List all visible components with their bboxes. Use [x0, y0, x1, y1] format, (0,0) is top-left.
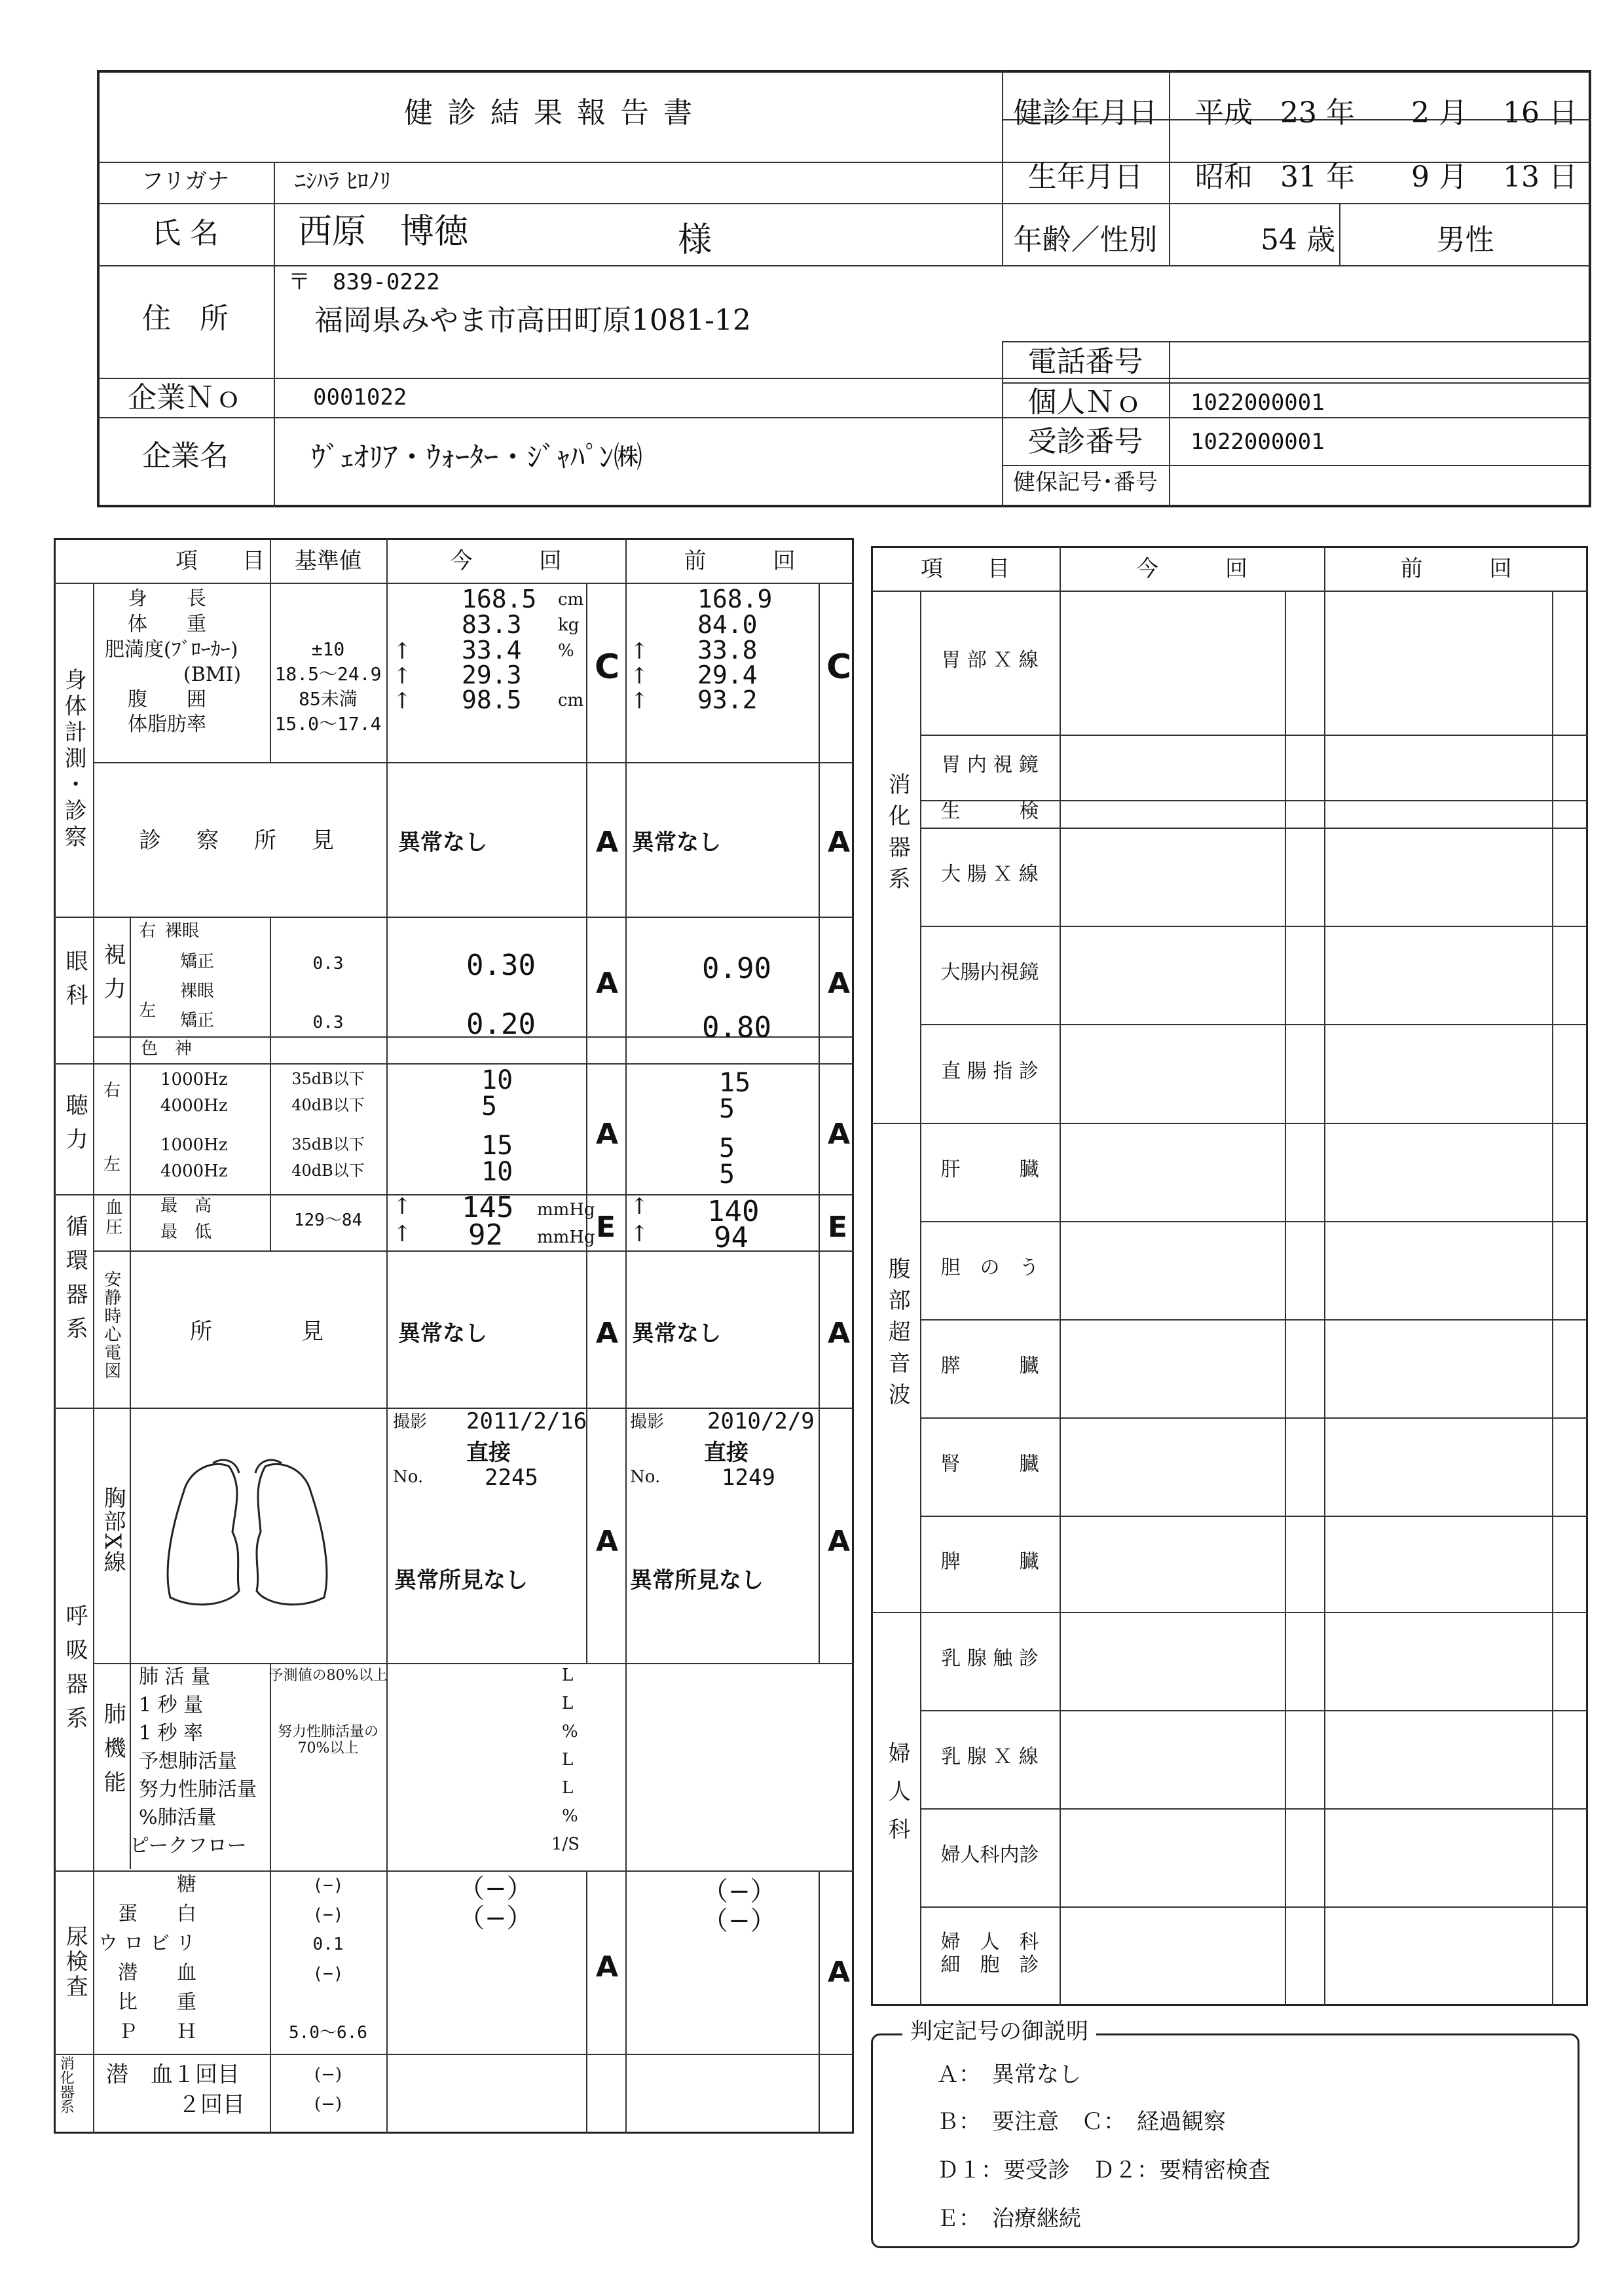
lung-item-label: 1 秒 量	[139, 1694, 204, 1717]
patient-name: 西原 博徳	[298, 212, 469, 251]
lung-unit: %	[562, 1806, 578, 1826]
right-item-label: 乳 腺 Ｘ 線	[941, 1745, 1039, 1768]
hearing-freq: 1000Hz	[160, 1135, 228, 1155]
report-title: 健 診 結 果 報 告 書	[404, 96, 695, 130]
urine-item-label: 蛋 白	[118, 1903, 196, 1925]
lung-function-label: 肺機能	[100, 1702, 126, 1804]
bp-now-low: 92	[468, 1218, 503, 1252]
bp-now-low-unit: mmHg	[537, 1228, 595, 1247]
occult-1-label: 潜 血１回目	[106, 2062, 240, 2088]
body-now-value: 168.5	[462, 585, 537, 613]
lung-ref-1: 予測値の80%以上	[268, 1667, 388, 1684]
body-item-label: 体 重	[128, 613, 206, 636]
bp-high-label: 最 高	[160, 1196, 212, 1216]
hearing-group-label: 聴力	[62, 1093, 88, 1161]
col-now-header: 今 回	[450, 548, 562, 574]
right-col-prev-header: 前 回	[1400, 556, 1512, 582]
right-item-label: 胃 部 Ｘ 線	[941, 649, 1039, 672]
echo-group-label: 腹部超音波	[884, 1257, 911, 1414]
urine-item-label: 比 重	[118, 1991, 196, 2014]
bp-grade-now: E	[596, 1211, 616, 1244]
xray-prev-finding: 異常所見なし	[630, 1567, 764, 1594]
legend-line-bc: Ｂ： 要注意 Ｃ： 経過観察	[936, 2109, 1226, 2135]
xray-now-type: 直接	[466, 1440, 511, 1466]
bp-now-low-arrow: ↑	[393, 1221, 412, 1247]
xray-now-no-label: No.	[393, 1467, 424, 1487]
urine-ref: (−)	[312, 1964, 344, 1984]
body-ref: 15.0～17.4	[274, 713, 382, 735]
legend-title: 判定記号の御説明	[902, 2019, 1096, 2045]
body-ref: ±10	[311, 638, 345, 660]
sex-value: 男性	[1436, 223, 1494, 257]
hearing-freq: 1000Hz	[160, 1070, 228, 1089]
address-value: 福岡県みやま市高田町原1081-12	[314, 304, 751, 337]
bp-grade-prev: E	[828, 1211, 848, 1244]
lung-unit: L	[562, 1694, 574, 1713]
body-prev-flag: ↑	[630, 688, 649, 714]
urine-ref: 0.1	[312, 1935, 344, 1954]
lung-item-label: 努力性肺活量	[139, 1778, 257, 1801]
exam-month: 2 月	[1411, 96, 1467, 130]
urine-group-label: 尿検査	[62, 1925, 88, 1999]
body-prev-value: 168.9	[697, 585, 773, 613]
urine-prev: （−）	[702, 1876, 777, 1906]
xray-now-no: 2245	[485, 1465, 538, 1491]
hearing-ref: 40dB以下	[291, 1161, 365, 1180]
vision-right-corrected: 矯正	[180, 952, 215, 972]
company-value: ｳﾞｪｵﾘｱ・ｳｫｰﾀｰ・ｼﾞｬﾊﾟﾝ㈱	[311, 441, 642, 474]
body-ref: 18.5～24.9	[274, 663, 382, 685]
digest-group-label: 消化器系	[884, 773, 911, 898]
right-item-label: 直 腸 指 診	[941, 1060, 1039, 1083]
right-item-label: 膵 臓	[940, 1355, 1039, 1377]
bp-prev-low-arrow: ↑	[630, 1221, 649, 1247]
exam-grade-now: A	[596, 826, 619, 859]
xray-now-finding: 異常所見なし	[394, 1567, 528, 1594]
hearing-grade-now: A	[596, 1118, 619, 1151]
address-label: 住 所	[142, 302, 229, 335]
body-now-flag: ↑	[393, 638, 412, 665]
vision-left-corrected: 矯正	[180, 1011, 215, 1030]
xray-now-taken-label: 撮影	[393, 1412, 428, 1432]
company-label: 企業名	[142, 439, 229, 473]
lung-unit: 1/S	[551, 1834, 580, 1854]
hearing-prev: 5	[719, 1133, 735, 1163]
urine-now: （−）	[458, 1874, 533, 1904]
urine-ref: (−)	[312, 1905, 344, 1925]
right-col-now-header: 今 回	[1136, 556, 1247, 582]
body-item-label: 身 長	[128, 587, 206, 610]
right-col-item-header: 項 目	[921, 556, 1010, 582]
birth-era: 昭和	[1195, 160, 1253, 194]
body-ref: 85未満	[299, 688, 358, 710]
body-item-label: (BMI)	[183, 663, 242, 686]
bp-label: 血圧	[102, 1198, 122, 1237]
body-prev-value: 33.8	[697, 636, 758, 665]
body-now-unit: cm	[558, 691, 584, 710]
right-item-label: 大 腸 Ｘ 線	[941, 863, 1039, 886]
hearing-left-label: 左	[103, 1155, 121, 1175]
xray-prev-type: 直接	[704, 1440, 748, 1466]
hearing-ref: 35dB以下	[291, 1135, 365, 1154]
color-sense-label: 色 神	[141, 1039, 193, 1059]
exam-finding-prev: 異常なし	[632, 829, 721, 856]
bp-now-high-arrow: ↑	[393, 1194, 412, 1220]
postal-code: 〒 839-0222	[288, 269, 440, 295]
body-now-value: 29.3	[462, 661, 522, 689]
lung-item-label: 予想肺活量	[139, 1750, 237, 1773]
personal-no-label: 個人Ｎｏ	[1027, 386, 1143, 419]
lungs-diagram-icon	[151, 1453, 347, 1617]
legend-line-a: Ａ： 異常なし	[936, 2062, 1081, 2088]
body-grade-prev: C	[826, 647, 852, 687]
body-now-unit: kg	[558, 615, 580, 635]
hearing-prev: 5	[719, 1094, 735, 1124]
vision-grade-now: A	[596, 967, 619, 1000]
urine-ref: 5.0～6.6	[289, 2023, 367, 2043]
chest-xray-label: 胸部X線	[100, 1486, 126, 1575]
xray-grade-now: A	[596, 1525, 619, 1558]
body-item-label: 腹 囲	[128, 688, 206, 711]
right-item-label: 大腸内視鏡	[940, 961, 1039, 984]
urine-ref: (−)	[312, 1876, 344, 1895]
bp-prev-low: 94	[714, 1221, 748, 1254]
urine-item-label: 糖	[177, 1873, 196, 1896]
xray-prev-date: 2010/2/9	[707, 1408, 815, 1434]
hearing-now: 15	[481, 1131, 513, 1161]
bp-prev-high: 140	[707, 1195, 760, 1228]
respiratory-group-label: 呼吸器系	[62, 1604, 88, 1740]
right-item-label: 生 検	[940, 800, 1039, 823]
insurance-label: 健保記号･番号	[1013, 469, 1158, 496]
exam-no-value: 1022000001	[1190, 429, 1325, 455]
vision-grade-prev: A	[828, 967, 851, 1000]
hearing-prev: 15	[719, 1068, 751, 1098]
hearing-freq: 4000Hz	[160, 1096, 228, 1116]
hearing-ref: 35dB以下	[291, 1070, 365, 1088]
age-sex-label: 年齢／性別	[1013, 223, 1158, 257]
body-prev-value: 29.4	[697, 661, 758, 689]
bp-low-label: 最 低	[160, 1222, 212, 1242]
occult-group-label: 消化器系	[58, 2056, 75, 2113]
urine-now: （−）	[458, 1903, 533, 1933]
urine-item-label: Ｐ Ｈ	[118, 2020, 196, 2043]
right-item-label: 乳 腺 触 診	[941, 1647, 1039, 1670]
urine-item-label: 潜 血	[118, 1961, 196, 1984]
hearing-right-label: 右	[103, 1081, 121, 1101]
furigana-label: フリガナ	[141, 168, 230, 194]
exam-day: 16 日	[1503, 96, 1578, 130]
xray-prev-no-label: No.	[630, 1467, 661, 1487]
birth-label: 生年月日	[1027, 160, 1143, 194]
occult-2-label: ２回目	[178, 2092, 245, 2118]
body-now-value: 83.3	[462, 610, 522, 639]
col-prev-header: 前 回	[684, 548, 796, 574]
lung-unit: L	[562, 1778, 574, 1798]
body-now-value: 33.4	[462, 636, 522, 665]
ecg-prev: 異常なし	[632, 1321, 721, 1347]
urine-prev: （−）	[702, 1906, 777, 1936]
company-no-label: 企業Ｎｏ	[128, 381, 243, 414]
body-item-label: 体脂肪率	[128, 713, 206, 736]
company-no-value: 0001022	[313, 384, 407, 410]
xray-prev-taken-label: 撮影	[630, 1412, 665, 1432]
vision-prev-right: 0.90	[702, 952, 771, 985]
exam-finding-now: 異常なし	[398, 829, 487, 856]
body-item-label: 肥満度(ﾌﾞﾛｰｶｰ)	[105, 638, 238, 661]
body-now-value: 98.5	[462, 685, 522, 714]
ecg-finding-label: 所 見	[190, 1319, 323, 1345]
body-now-unit: %	[558, 641, 574, 661]
right-item-label: 胆 の う	[940, 1256, 1039, 1279]
hearing-now: 5	[481, 1091, 498, 1121]
urine-item-label: ウ ロ ビ リ	[98, 1932, 196, 1955]
lung-unit: L	[562, 1750, 574, 1770]
legend-line-d: Ｄ１：要受診 Ｄ２：要精密検査	[936, 2157, 1270, 2183]
birth-month: 9 月	[1411, 160, 1467, 194]
personal-no-value: 1022000001	[1190, 390, 1325, 416]
body-now-unit: cm	[558, 590, 584, 610]
urine-grade-now: A	[596, 1950, 619, 1984]
exam-date-label: 健診年月日	[1013, 96, 1158, 130]
bp-ref: 129～84	[293, 1211, 363, 1230]
exam-era: 平成	[1195, 96, 1253, 130]
body-now-flag: ↑	[393, 688, 412, 714]
ecg-grade-prev: A	[828, 1317, 851, 1350]
body-now-flag: ↑	[393, 663, 412, 689]
vision-label: 視力	[100, 943, 126, 1011]
birth-day: 13 日	[1503, 160, 1578, 194]
hearing-prev: 5	[719, 1159, 735, 1190]
body-group-label: 身体計測・診察	[60, 668, 87, 851]
exam-year: 23 年	[1280, 96, 1355, 130]
legend-line-e: Ｅ： 治療継続	[936, 2206, 1081, 2232]
urine-grade-prev: A	[828, 1956, 851, 1989]
circulation-group-label: 循環器系	[62, 1214, 88, 1351]
lung-item-label: 肺 活 量	[139, 1666, 211, 1688]
ecg-grade-now: A	[596, 1317, 619, 1350]
vision-right-label: 右	[139, 921, 157, 941]
lung-item-label: %肺活量	[139, 1806, 217, 1829]
vision-left-naked: 裸眼	[180, 981, 215, 1001]
hearing-freq: 4000Hz	[160, 1161, 228, 1181]
eye-group-label: 眼科	[62, 949, 88, 1017]
occult-1-ref: (−)	[314, 2065, 342, 2085]
xray-prev-no: 1249	[722, 1465, 775, 1491]
gyn-group-label: 婦人科	[884, 1741, 911, 1855]
right-item-label: 脾 臓	[940, 1550, 1039, 1573]
vision-ref-left: 0.3	[312, 1013, 344, 1032]
right-item-label: 肝 臓	[940, 1158, 1039, 1181]
birth-year: 31 年	[1280, 160, 1355, 194]
occult-2-ref: (−)	[314, 2094, 342, 2114]
lung-item-label: 1 秒 率	[139, 1722, 204, 1745]
bp-now-high-unit: mmHg	[537, 1200, 595, 1220]
ecg-label: 安静時心電図	[101, 1270, 121, 1380]
body-prev-value: 93.2	[697, 685, 758, 714]
hearing-now: 10	[481, 1157, 513, 1187]
hearing-ref: 40dB以下	[291, 1096, 365, 1114]
exam-finding-label: 診 察 所 見	[139, 828, 341, 854]
bp-prev-high-arrow: ↑	[630, 1194, 649, 1220]
lung-unit: L	[562, 1666, 574, 1685]
age-value: 54 歳	[1261, 223, 1335, 257]
name-label: 氏 名	[152, 217, 219, 250]
xray-now-date: 2011/2/16	[466, 1408, 587, 1434]
xray-grade-prev: A	[828, 1525, 851, 1558]
right-item-label: 婦 人 科 細 胞 診	[940, 1931, 1039, 1977]
lung-unit: %	[562, 1722, 578, 1741]
hearing-grade-prev: A	[828, 1118, 851, 1151]
right-item-label: 腎 臓	[940, 1453, 1039, 1476]
hearing-now: 10	[481, 1065, 513, 1095]
honorific: 様	[678, 221, 712, 260]
body-prev-value: 84.0	[697, 610, 758, 639]
furigana-value: ﾆｼﾊﾗ ﾋﾛﾉﾘ	[295, 168, 391, 194]
exam-no-label: 受診番号	[1027, 425, 1143, 458]
vision-prev-left: 0.80	[702, 1011, 771, 1044]
col-item-header: 項 目	[175, 548, 265, 574]
body-prev-flag: ↑	[630, 638, 649, 665]
vision-left-label: 左	[139, 1001, 157, 1021]
body-grade-now: C	[595, 647, 620, 687]
ecg-now: 異常なし	[398, 1321, 487, 1347]
lung-item-label: ピークフロー	[130, 1834, 247, 1857]
body-prev-flag: ↑	[630, 663, 649, 689]
bp-now-high: 145	[462, 1191, 514, 1224]
exam-grade-prev: A	[828, 826, 851, 859]
lung-ref-2: 努力性肺活量の70%以上	[277, 1724, 378, 1757]
col-ref-header: 基準値	[295, 548, 361, 574]
vision-now-right: 0.30	[466, 949, 536, 982]
right-item-label: 婦人科内診	[940, 1844, 1039, 1867]
vision-right-naked: 裸眼	[165, 921, 200, 941]
right-item-label: 胃 内 視 鏡	[941, 754, 1039, 776]
vision-ref-right: 0.3	[312, 954, 344, 974]
phone-label: 電話番号	[1027, 345, 1143, 378]
vision-now-left: 0.20	[466, 1008, 536, 1041]
